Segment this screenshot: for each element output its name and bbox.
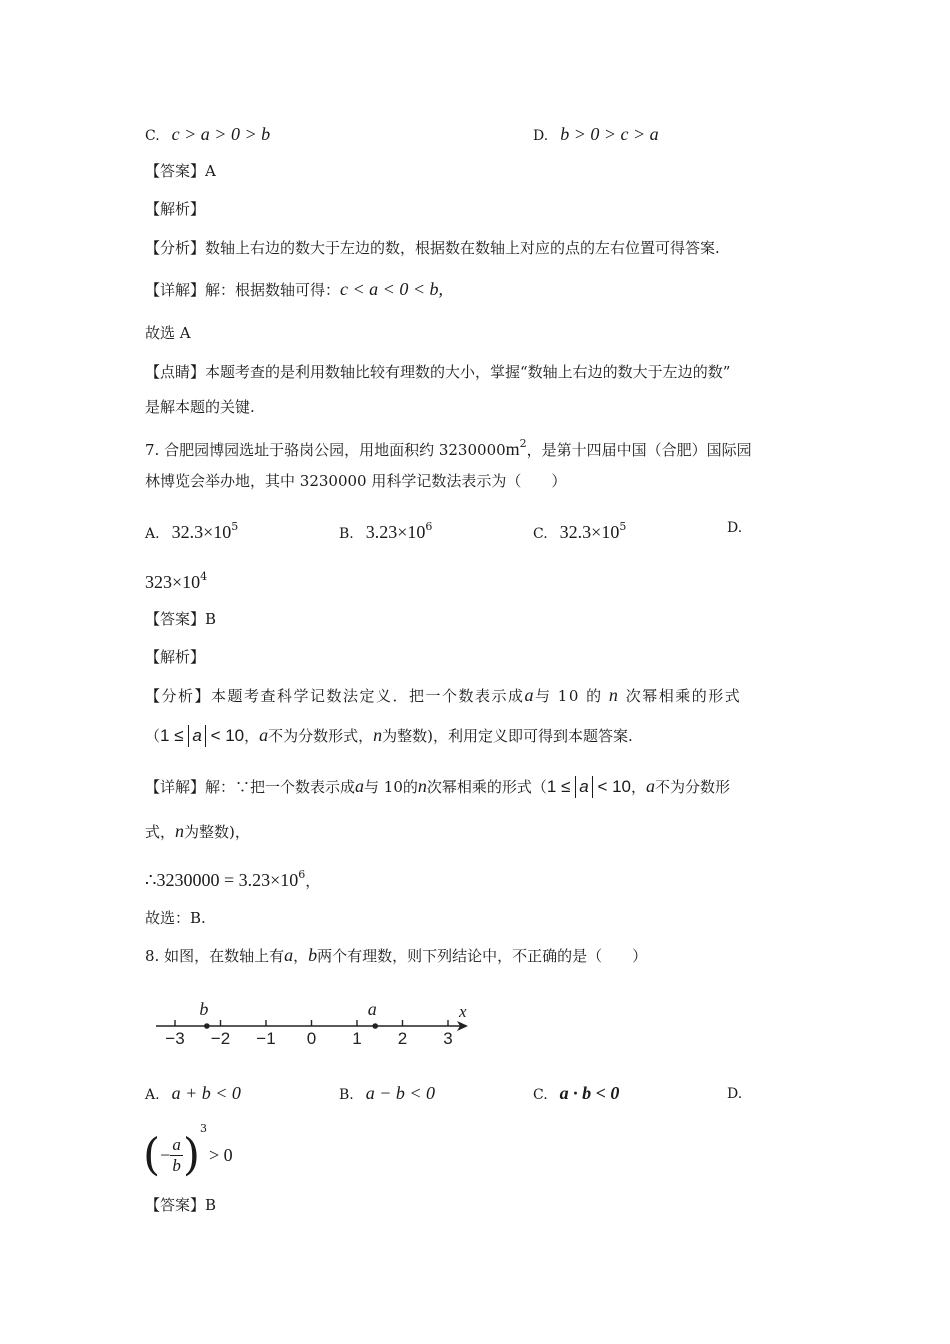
axis-tick-label: −1 bbox=[256, 1029, 276, 1048]
q6-dianjing-2: 是解本题的关键. bbox=[145, 398, 255, 416]
q7-fenxi-1: 【分析】本题考查科学记数法定义．把一个数表示成a与 10 的 n 次幂相乘的形式 bbox=[145, 685, 742, 705]
q6-xiangjie: 【详解】解：根据数轴可得：c < a < 0 < b, bbox=[145, 279, 443, 299]
q6-answer: 【答案】A bbox=[145, 162, 216, 180]
axis-tick-label: 3 bbox=[443, 1029, 453, 1048]
axis-tick-label: −3 bbox=[165, 1029, 185, 1048]
axis-tick-label: 0 bbox=[306, 1029, 317, 1048]
axis-tick-label: 1 bbox=[352, 1029, 362, 1048]
q8-answer: 【答案】B bbox=[145, 1196, 217, 1214]
q6-fenxi: 【分析】数轴上右边的数大于左边的数，根据数在数轴上对应的点的左右位置可得答案. bbox=[145, 239, 720, 257]
q7-xiangjie-1: 【详解】解：∵把一个数表示成a与 10的n次幂相乘的形式（1 ≤ a < 10，a不为分数形 bbox=[145, 776, 731, 796]
q7-option-d: D. bbox=[727, 520, 743, 536]
q6-option-c: C. c > a > 0 > b bbox=[145, 124, 271, 144]
axis-label: x bbox=[459, 1002, 467, 1021]
number-line-figure bbox=[150, 995, 480, 1055]
q7-jiexi: 【解析】 bbox=[145, 648, 206, 666]
q8-option-a: A. a + b < 0 bbox=[145, 1083, 241, 1103]
q8-stem: 8. 如图，在数轴上有a，b两个有理数，则下列结论中，不正确的是（ ） bbox=[145, 945, 648, 965]
q7-stem-2: 林博览会举办地，其中 3230000 用科学记数法表示为（ ） bbox=[145, 472, 567, 490]
q7-answer: 【答案】B bbox=[145, 610, 217, 628]
q7-option-a: A. $32.3\times 10^5$ bbox=[145, 520, 239, 542]
q6-option-d: D. b > 0 > c > a bbox=[533, 124, 659, 144]
point-a-label: a bbox=[367, 999, 377, 1019]
q7-fenxi-2: （1 ≤ a < 10，a不为分数形式，n为整数)，利用定义即可得到本题答案. bbox=[145, 725, 633, 745]
axis-tick-label: −2 bbox=[210, 1029, 231, 1048]
q7-xiangjie-2: 式，n为整数)， bbox=[145, 821, 250, 841]
q7-option-b: B. $3.23\times 10^6$ bbox=[339, 520, 433, 542]
q7-guxuan: 故选：B. bbox=[145, 909, 206, 927]
q8-option-c: C. a · b < 0 bbox=[533, 1083, 620, 1103]
point-b-dot bbox=[204, 1023, 210, 1029]
q8-option-d-expr: (− $\frac{a}{b}$ )$^3$> 0 bbox=[143, 1122, 233, 1181]
q6-guxuan: 故选 A bbox=[145, 324, 191, 342]
q7-stem-1: 7. 合肥园博园选址于骆岗公园，用地面积约 $3230000m^2$，是第十四届中国（合肥）国际园 bbox=[145, 437, 752, 459]
q6-dianjing: 【点睛】本题考查的是利用数轴比较有理数的大小，掌握“数轴上右边的数大于左边的数” bbox=[145, 363, 731, 381]
axis-tick-label: 2 bbox=[397, 1029, 408, 1048]
fraction: $\frac{a}{b}$ bbox=[172, 1135, 181, 1175]
q8-option-d: D. bbox=[727, 1086, 743, 1102]
point-a-dot bbox=[372, 1023, 378, 1029]
point-b-label: b bbox=[199, 999, 209, 1019]
q8-option-b: B. a − b < 0 bbox=[339, 1083, 436, 1103]
q7-option-d-value: $323\times 10^4$ bbox=[145, 570, 208, 592]
q7-option-c: C. $32.3\times 10^5$ bbox=[533, 520, 627, 542]
q6-jiexi: 【解析】 bbox=[145, 200, 206, 218]
q7-xiangjie-3: ∴3230000 = $3.23\times 10^6$， bbox=[145, 868, 321, 890]
